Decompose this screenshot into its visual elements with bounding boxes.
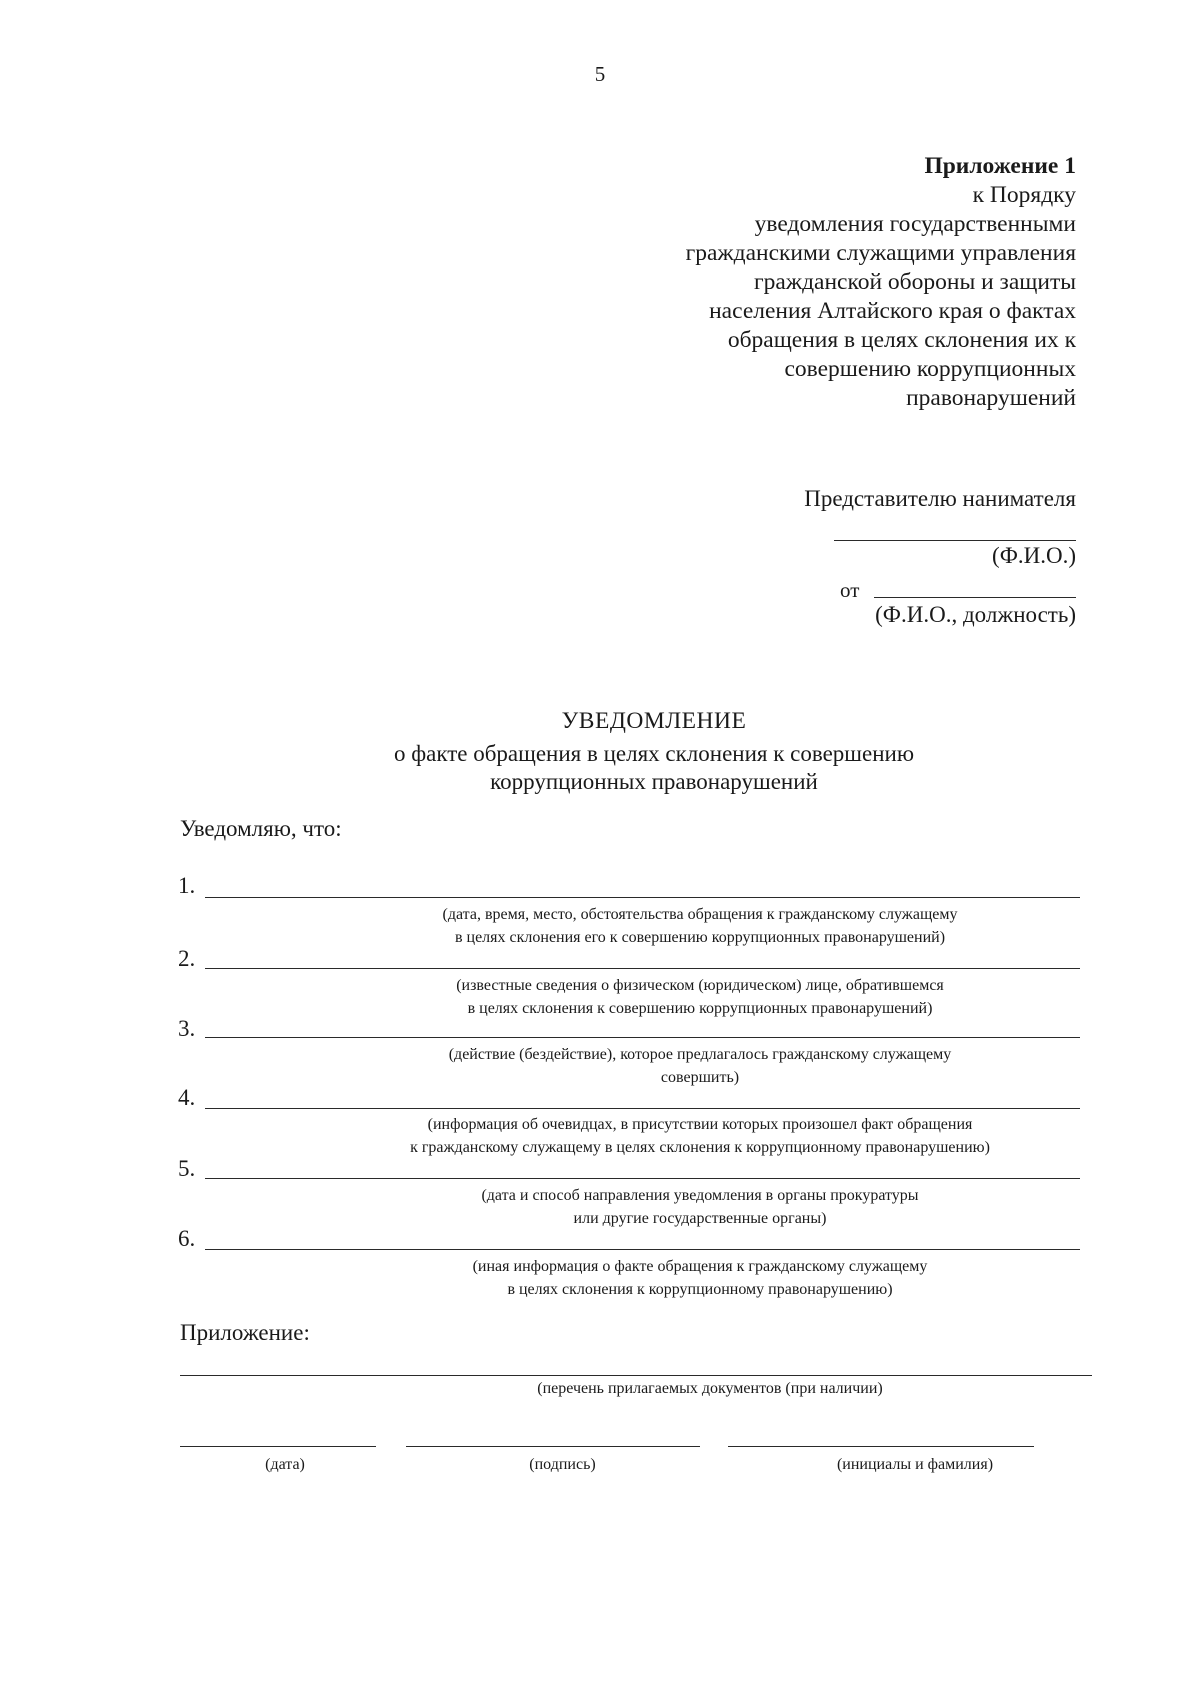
item-number: 6. xyxy=(178,1226,196,1251)
item-fill-line xyxy=(205,897,1080,898)
recipient-label: Представителю нанимателя xyxy=(804,486,1076,511)
item-fill-line xyxy=(205,968,1080,969)
item-caption-line: (действие (бездействие), которое предлагалось гражданскому служащему xyxy=(448,1046,952,1063)
appendix-line: совершению коррупционных xyxy=(784,356,1076,382)
item-caption xyxy=(200,1043,1200,1089)
item-caption xyxy=(200,903,1200,949)
item-caption-line: к гражданскому служащему в целях склонения к коррупционному правонарушению) xyxy=(410,1139,990,1156)
attachments-caption: (перечень прилагаемых документов (при наличии) xyxy=(537,1380,883,1397)
item-caption-line: (иная информация о факте обращения к гражданскому служащему xyxy=(472,1258,928,1275)
fio-post-caption: (Ф.И.О., должность) xyxy=(875,602,1076,627)
fio-caption: (Ф.И.О.) xyxy=(992,543,1076,568)
item-fill-line xyxy=(205,1178,1080,1179)
date-caption: (дата) xyxy=(265,1456,305,1473)
item-caption xyxy=(200,974,1200,1020)
item-number: 4. xyxy=(178,1085,196,1110)
item-number: 5. xyxy=(178,1156,196,1181)
item-fill-line xyxy=(205,1108,1080,1109)
item-caption-line: (дата, время, место, обстоятельства обращения к гражданскому служащему xyxy=(442,906,958,923)
name-caption: (инициалы и фамилия) xyxy=(836,1456,994,1473)
sender-fio-line xyxy=(874,597,1076,598)
item-caption-line: в целях склонения к коррупционному правонарушению) xyxy=(507,1281,893,1298)
item-caption xyxy=(200,1255,1200,1301)
appendix-line: уведомления государственными xyxy=(754,211,1076,237)
appendix-header xyxy=(556,152,1076,413)
page-number: 5 xyxy=(594,62,606,86)
item-caption xyxy=(200,1113,1200,1159)
item-caption-line: в целях склонения его к совершению коррупционных правонарушений) xyxy=(454,929,946,946)
appendix-line: правонарушений xyxy=(906,385,1076,411)
notice-subtitle: коррупционных правонарушений xyxy=(490,769,818,794)
date-line xyxy=(180,1446,376,1447)
attachments-line xyxy=(180,1375,1092,1376)
item-caption-line: или другие государственные органы) xyxy=(573,1210,827,1227)
item-caption-line: (информация об очевидцах, в присутствии которых произошел факт обращения xyxy=(427,1116,973,1133)
item-caption xyxy=(200,1184,1200,1230)
from-label: от xyxy=(840,578,860,602)
appendix-line: гражданскими служащими управления xyxy=(685,240,1076,266)
item-fill-line xyxy=(205,1249,1080,1250)
appendix-line: населения Алтайского края о фактах xyxy=(709,298,1076,324)
name-line xyxy=(728,1446,1034,1447)
appendix-line: обращения в целях склонения их к xyxy=(727,327,1076,353)
notice-title: УВЕДОМЛЕНИЕ xyxy=(561,708,747,734)
signature-line xyxy=(406,1446,700,1447)
recipient-fio-line xyxy=(834,540,1076,541)
attachments-label: Приложение: xyxy=(180,1320,310,1345)
item-caption-line: (известные сведения о физическом (юридическом) лице, обратившемся xyxy=(456,977,944,994)
item-number: 3. xyxy=(178,1016,196,1041)
item-number: 1. xyxy=(178,873,196,898)
item-number: 2. xyxy=(178,946,196,971)
item-caption-line: совершить) xyxy=(660,1069,740,1086)
appendix-title: Приложение 1 xyxy=(924,153,1076,179)
item-fill-line xyxy=(205,1037,1080,1038)
item-caption-line: в целях склонения к совершению коррупционных правонарушений) xyxy=(467,1000,933,1017)
notice-intro: Уведомляю, что: xyxy=(180,816,342,841)
appendix-line: к Порядку xyxy=(972,182,1076,208)
item-caption-line: (дата и способ направления уведомления в органы прокуратуры xyxy=(481,1187,919,1204)
appendix-line: гражданской обороны и защиты xyxy=(754,269,1076,295)
notice-subtitle: о факте обращения в целях склонения к совершению xyxy=(393,741,915,766)
signature-caption: (подпись) xyxy=(529,1456,596,1473)
